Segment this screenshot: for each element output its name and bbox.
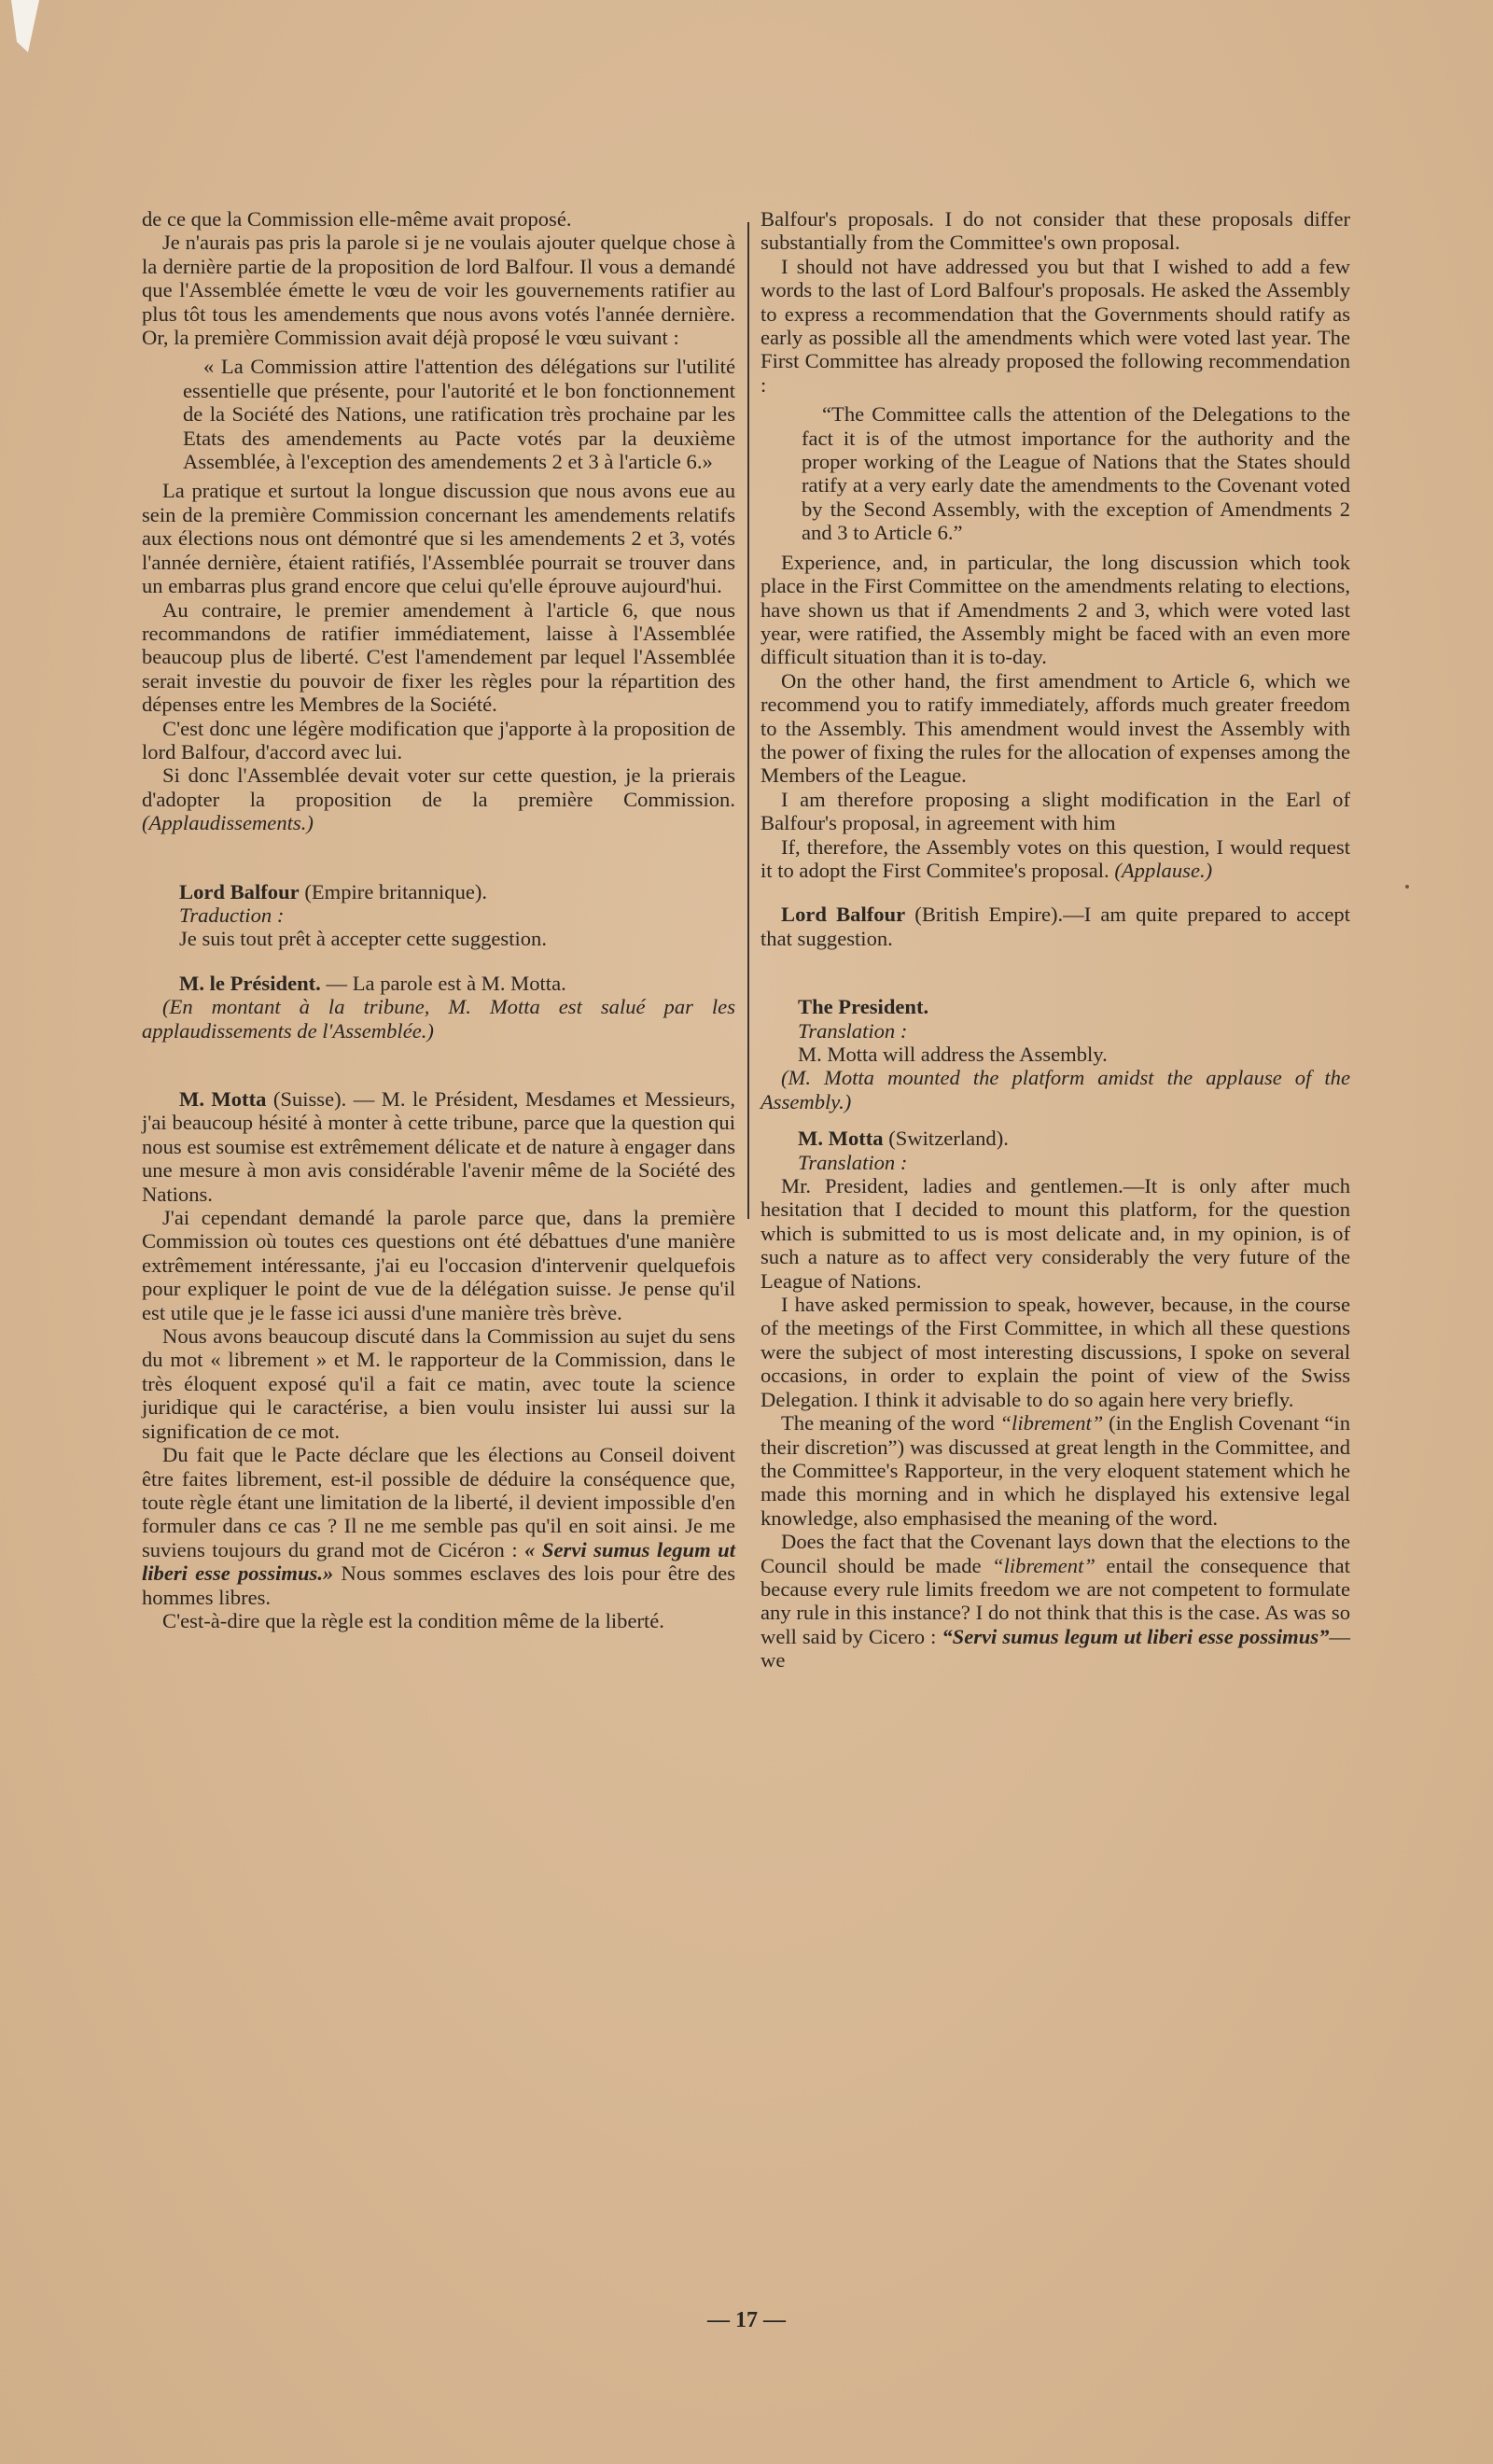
stage-direction: (M. Motta mounted the platform amidst the applause of the Assembly.) xyxy=(760,1066,1350,1113)
quoted-word: “librement” xyxy=(992,1553,1095,1577)
paragraph: Mr. President, ladies and gentlemen.—It is only after much hesitation that I decided to mount this platform, for the question which is submitted to us is most delicate and, in my opinion, is of such a nature as to affect very considerably the very future of the League of Nations. xyxy=(760,1174,1350,1293)
paragraph xyxy=(142,1087,735,1206)
paragraph xyxy=(142,763,735,834)
paragraph: La pratique et surtout la longue discussion que nous avons eue au sein de la première Commission concernant les amendements relatifs aux élections nous ont démontré que si les amendements 2 et 3, votés l'année dernière, étaient ratifiés, l'Assemblée pourrait se trouver dans un embarras plus grand encore que celui qu'elle éprouve aujourd'hui. xyxy=(142,479,735,598)
spacer xyxy=(760,1113,1350,1127)
paragraph-text: Does the fact that the Covenant lays down that the elections to the Council should be made xyxy=(760,1530,1350,1577)
paragraph-text: Si donc l'Assemblée devait voter sur cette question, je la prierais d'adopter la proposition de la première Commission. xyxy=(142,763,735,811)
paragraph: On the other hand, the first amendment to Article 6, which we recommend you to ratify immediately, affords much greater freedom to the Assembly. This amendment would invest the Assembly with the power of fixing the rules for the allocation of expenses among the Members of the League. xyxy=(760,668,1350,788)
paragraph: C'est-à-dire que la règle est la condition même de la liberté. xyxy=(162,1608,664,1632)
stage-direction: (En montant à la tribune, M. Motta est salué par les applaudissements de l'Assemblée.) xyxy=(142,995,735,1043)
paragraph: Balfour's proposals. I do not consider that these proposals differ substantially from the Committee's own proposal. xyxy=(760,207,1350,255)
paragraph: C'est donc une légère modification que j'apporte à la proposition de lord Balfour, d'accord avec lui. xyxy=(142,716,735,763)
translation-label: Translation : xyxy=(798,1018,908,1043)
speaker-name: The President. xyxy=(798,995,929,1019)
speaker-heading xyxy=(798,1127,1350,1150)
paragraph: Nous avons beaucoup discuté dans la Commission au sujet du sens du mot « librement » et M. le rapporteur de la Commission, dans le très éloquent exposé qu'il a fait ce matin, avec toute la science juridique qui le caractérise, a bien voulu insister lui aussi sur la signification de ce mot. xyxy=(142,1324,735,1443)
paragraph: I have asked permission to speak, however, because, in the course of the meetings of the First Committee, in which all these questions were the subject of most interesting discussions, I spoke on several occasions, in order to explain the point of view of the Swiss Delegation. I think it advisable to do so again here very briefly. xyxy=(760,1293,1350,1411)
paragraph-text: The meaning of the word xyxy=(781,1411,1000,1435)
french-column xyxy=(142,207,735,1632)
spacer xyxy=(142,951,735,972)
spacer xyxy=(142,1043,735,1087)
paragraph: Au contraire, le premier amendement à l'article 6, que nous recommandons de ratifier immédiatement, laisse à l'Assemblée beaucoup plus de liberté. C'est l'amendement par lequel l'Assemblée serait investie du pouvoir de fixer les règles pour la répartition des dépenses entre les Membres de la Société. xyxy=(142,597,735,717)
paragraph-text: entail the consequence that because every rule limits freedom we are not competent to formulate any rule in this instance? I do not think that this is the case. As was so well said by Cicero : xyxy=(760,1553,1350,1648)
speaker-name: M. Motta xyxy=(179,1087,267,1111)
paragraph xyxy=(760,1530,1350,1672)
applause-note: (Applause.) xyxy=(1114,858,1213,882)
spacer xyxy=(142,835,735,880)
paragraph xyxy=(142,1443,735,1609)
torn-corner xyxy=(11,0,39,52)
paragraph-text: (Suisse). — M. le Président, Mesdames et Messieurs, j'ai beaucoup hésité à monter à cette tribune, parce que la question qui nous est soumise est extrêmement délicate et de nature à engager dans une mesure à mon avis considérable l'avenir même de la Société des Nations. xyxy=(142,1087,735,1206)
speaker-name: Lord Balfour xyxy=(781,903,906,927)
block-quote: « La Commission attire l'attention des délégations sur l'utilité essentielle que présente, pour l'autorité et le bon fonctionnement de la Société des Nations, une ratification très prochaine par les Etats des amendements au Pacte votés par la deuxième Assemblée, à l'exception des amendements 2 et 3 à l'article 6.» xyxy=(183,355,735,474)
latin-quote: “Servi sumus legum ut liberi esse possimus” xyxy=(942,1624,1330,1648)
paragraph: I should not have addressed you but that I wished to add a few words to the last of Lord Balfour's proposals. He asked the Assembly to express a recommendation that the Governments should ratify as early as possible all the amendments which were voted last year. The First Committee has already proposed the following recommendation : xyxy=(760,254,1350,397)
paragraph: Je n'aurais pas pris la parole si je ne voulais ajouter quelque chose à la dernière partie de la proposition de lord Balfour. Il vous a demandé que l'Assemblée émette le vœu de voir les gouvernements ratifier au plus tôt tous les amendements que nous avons votés l'année dernière. Or, la première Commission avait déjà proposé le vœu suivant : xyxy=(142,231,735,350)
speaker-heading xyxy=(179,880,735,903)
speaker-name: M. Motta xyxy=(798,1127,884,1151)
paragraph: M. Motta will address the Assembly. xyxy=(798,1043,1108,1066)
paragraph xyxy=(760,1411,1350,1530)
translation-label: Translation : xyxy=(798,1150,908,1174)
spacer xyxy=(760,950,1350,995)
english-column xyxy=(760,207,1350,1673)
paragraph-text: Nous sommes esclaves des lois pour être des hommes libres. xyxy=(142,1561,735,1609)
block-quote: “The Committee calls the attention of the Delegations to the fact it is of the utmost importance for the authority and the proper working of the League of Nations that the States should ratify at a very early date the amendments to the Covenant voted by the Second Assembly, with the exception of Amendments 2 and 3 to Article 6.” xyxy=(802,402,1350,545)
paragraph xyxy=(760,903,1350,950)
quoted-word: “librement” xyxy=(999,1411,1104,1435)
paper-blemish xyxy=(1405,885,1409,889)
paragraph: Je suis tout prêt à accepter cette suggestion. xyxy=(179,927,548,951)
speaker-country: (Empire britannique). xyxy=(304,879,488,903)
paragraph xyxy=(760,835,1350,883)
speaker-name: M. le Président. xyxy=(179,971,321,995)
speaker-country: (Switzerland). xyxy=(888,1127,1009,1151)
latin-quote: « Servi sumus legum ut liberi esse possimus.» xyxy=(142,1537,735,1586)
paragraph-text: (British Empire).—I am quite prepared to accept that suggestion. xyxy=(760,903,1350,950)
speaker-name: Lord Balfour xyxy=(179,879,300,903)
paragraph: Experience, and, in particular, the long discussion which took place in the First Committee on the amendments relating to elections, have shown us that if Amendments 2 and 3, which were voted last year, were ratified, the Assembly might be faced with an even more difficult situation than it is to-day. xyxy=(760,550,1350,669)
applause-note: (Applaudissements.) xyxy=(142,811,314,835)
speaker-heading xyxy=(179,972,735,995)
paragraph: J'ai cependant demandé la parole parce que, dans la première Commission où toutes ces questions ont été débattues d'une manière extrêmement intéressante, j'ai eu l'occasion d'intervenir quelquefois pour expliquer le point de vue de la délégation suisse. Je pense qu'il est utile que je le fasse ici aussi d'une manière très brève. xyxy=(142,1206,735,1324)
translation-label: Traduction : xyxy=(179,903,285,927)
page-number: — 17 — xyxy=(707,2308,786,2332)
paragraph: I am therefore proposing a slight modification in the Earl of Balfour's proposal, in agreement with him xyxy=(760,787,1350,835)
paragraph-text: If, therefore, the Assembly votes on this question, I would request it to adopt the First Commitee's proposal. xyxy=(760,834,1350,882)
paragraph-text: — La parole est à M. Motta. xyxy=(326,971,566,995)
paragraph-text: Du fait que le Pacte déclare que les élections au Conseil doivent être faites librement, est-il possible de déduire la conséquence que, toute règle étant une limitation de la liberté, il devient impossible d'en formuler dans ce cas ? Il ne me semble pas qu'il en soit ainsi. Je me suviens toujours du grand mot de Cicéron : xyxy=(142,1443,735,1561)
column-divider xyxy=(747,222,749,1219)
paragraph: de ce que la Commission elle-même avait proposé. xyxy=(142,207,572,231)
paragraph-text: (in the English Covenant “in their discretion”) was discussed at great length in the Committee, and the Committee's Rapporteur, in the very eloquent statement which he made this morning and in which he displayed his extensive legal knowledge, also emphasised the meaning of the word. xyxy=(760,1411,1350,1530)
spacer xyxy=(760,882,1350,903)
paragraph-text: —we xyxy=(760,1624,1351,1673)
